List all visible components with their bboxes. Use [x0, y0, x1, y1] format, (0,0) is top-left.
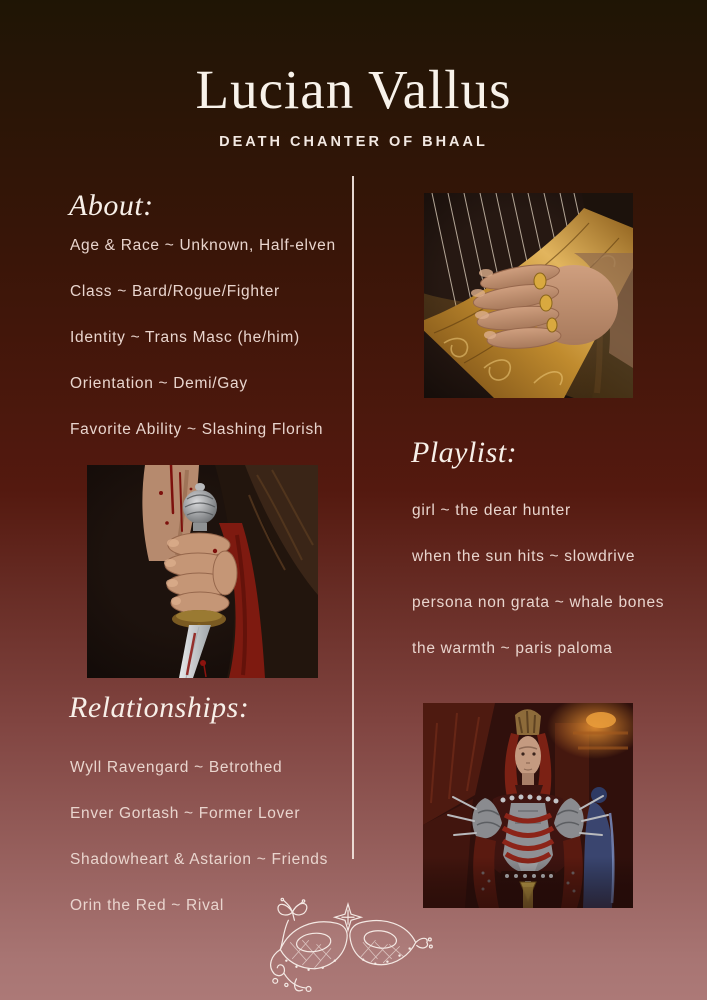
playlist-item: the warmth ~ paris paloma: [412, 640, 613, 657]
playlist-item: girl ~ the dear hunter: [412, 502, 571, 519]
playlist-heading: Playlist:: [411, 436, 518, 469]
about-item: Favorite Ability ~ Slashing Florish: [70, 421, 324, 438]
relationships-heading: Relationships:: [69, 691, 250, 724]
relationship-item: Shadowheart & Astarion ~ Friends: [70, 851, 329, 868]
page-subtitle: DEATH CHANTER OF BHAAL: [219, 134, 488, 150]
relationship-item: Wyll Ravengard ~ Betrothed: [70, 759, 283, 776]
about-item: Age & Race ~ Unknown, Half-elven: [70, 237, 336, 254]
relationship-item: Orin the Red ~ Rival: [70, 897, 224, 914]
relationship-item: Enver Gortash ~ Former Lover: [70, 805, 301, 822]
page-title: Lucian Vallus: [195, 59, 512, 120]
about-item: Class ~ Bard/Rogue/Fighter: [70, 283, 280, 300]
playlist-item: persona non grata ~ whale bones: [412, 594, 665, 611]
about-heading: About:: [69, 189, 154, 222]
about-item: Identity ~ Trans Masc (he/him): [70, 329, 300, 346]
lace-mask-icon: [262, 896, 434, 992]
harp-image: [424, 193, 633, 398]
armor-image: [423, 703, 633, 908]
playlist-item: when the sun hits ~ slowdrive: [412, 548, 636, 565]
about-list: [70, 237, 370, 467]
about-item: Orientation ~ Demi/Gay: [70, 375, 248, 392]
sword-image: [87, 465, 318, 678]
playlist-list: [412, 502, 702, 686]
